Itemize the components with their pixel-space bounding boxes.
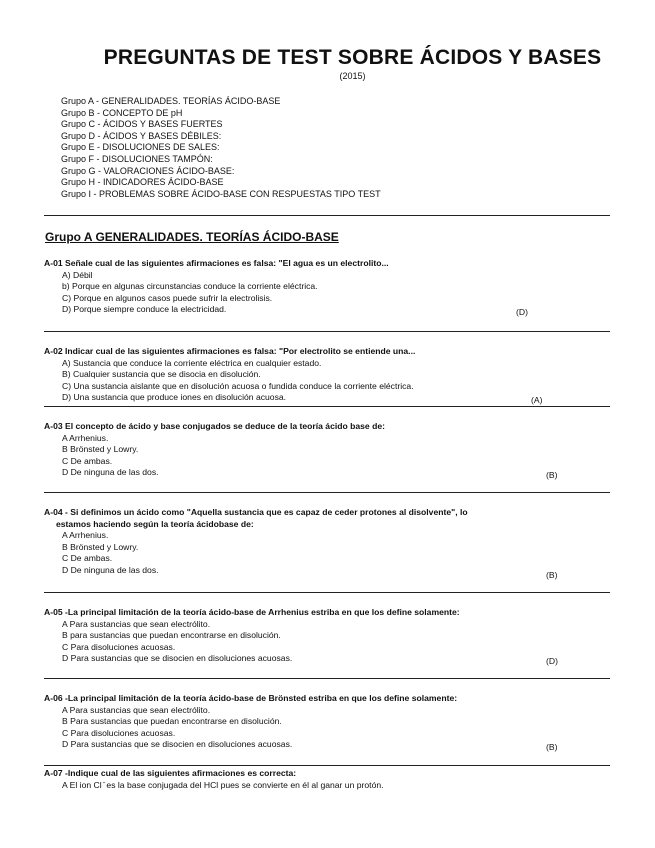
question-a06 xyxy=(44,693,610,751)
toc-item: Grupo B - CONCEPTO DE pH xyxy=(61,107,183,118)
question-option: A El ion Cl ̄ es la base conjugada del HCl pues se convierte en él al ganar un protón. xyxy=(62,779,384,790)
question-option: A Para sustancias que sean electrólito. xyxy=(62,704,211,715)
question-option: A Para sustancias que sean electrólito. xyxy=(62,618,211,629)
question-divider xyxy=(44,406,610,407)
answer-key: (B) xyxy=(546,570,558,580)
question-divider xyxy=(44,765,610,766)
answer-key: (D) xyxy=(546,656,558,666)
question-option: B Brönsted y Lowry. xyxy=(62,444,139,455)
question-option: C) Una sustancia aislante que en disolución acuosa o fundida conduce la corriente eléctrica. xyxy=(62,380,414,391)
answer-key: (D) xyxy=(516,307,528,317)
question-divider xyxy=(44,678,610,679)
question-a04 xyxy=(44,507,610,577)
question-stem: A-05 -La principal limitación de la teoría ácido-base de Arrhenius estriba en que los define solamente: xyxy=(44,607,460,617)
question-stem: A-03 El concepto de ácido y base conjugados se deduce de la teoría ácido base de: xyxy=(44,421,385,431)
question-stem: A-06 -La principal limitación de la teoría ácido-base de Brönsted estriba en que los define solamente: xyxy=(44,693,458,703)
question-stem: A-01 Señale cual de las siguientes afirmaciones es falsa: "El agua es un electrolito... xyxy=(44,258,389,268)
question-option: D Para sustancias que se disocien en disoluciones acuosas. xyxy=(62,653,293,664)
toc-item: Grupo G - VALORACIONES ÁCIDO-BASE: xyxy=(61,165,235,176)
toc-item: Grupo D - ÁCIDOS Y BASES DÉBILES: xyxy=(61,130,222,141)
question-option: D Para sustancias que se disocien en disoluciones acuosas. xyxy=(62,739,293,750)
question-divider xyxy=(44,592,610,593)
toc-item: Grupo F - DISOLUCIONES TAMPÓN: xyxy=(61,153,213,164)
question-option: C De ambas. xyxy=(62,455,113,466)
question-divider xyxy=(44,492,610,493)
toc-item: Grupo C - ÁCIDOS Y BASES FUERTES xyxy=(61,119,223,130)
question-stem: A-04 - Si definimos un ácido como "Aquella sustancia que es capaz de ceder protones al disolvente", lo xyxy=(44,507,468,517)
question-a05 xyxy=(44,607,610,665)
document-title: PREGUNTAS DE TEST SOBRE ÁCIDOS Y BASES xyxy=(103,46,602,69)
answer-key: (B) xyxy=(546,742,558,752)
question-divider xyxy=(44,331,610,332)
question-option: A) Débil xyxy=(62,269,93,280)
question-option: C Para disoluciones acuosas. xyxy=(62,641,176,652)
toc-item: Grupo I - PROBLEMAS SOBRE ÁCIDO-BASE CON RESPUESTAS TIPO TEST xyxy=(61,188,381,199)
table-of-contents xyxy=(61,96,381,200)
answer-key: (B) xyxy=(546,470,558,480)
section-divider xyxy=(44,215,610,216)
question-stem-continued: estamos haciendo según la teoría ácidobase de: xyxy=(56,518,254,529)
question-option: A Arrhenius. xyxy=(62,432,109,443)
toc-item: Grupo A - GENERALIDADES. TEORÍAS ÁCIDO-BASE xyxy=(61,96,281,106)
question-option: B para sustancias que puedan encontrarse en disolución. xyxy=(62,630,281,641)
question-option: D) Una sustancia que produce iones en disolución acuosa. xyxy=(62,392,287,403)
question-option: D De ninguna de las dos. xyxy=(62,564,159,575)
question-option: D De ninguna de las dos. xyxy=(62,467,159,478)
toc-item: Grupo H - INDICADORES ÁCIDO-BASE xyxy=(61,177,224,188)
question-stem: A-07 -Indique cual de las siguientes afirmaciones es correcta: xyxy=(44,768,297,778)
question-option: b) Porque en algunas circunstancias conduce la corriente eléctrica. xyxy=(62,281,318,292)
question-option: C) Porque en algunos casos puede sufrir la electrolisis. xyxy=(62,292,273,303)
question-a03 xyxy=(44,421,610,479)
question-option: D) Porque siempre conduce la electricidad. xyxy=(62,304,227,315)
question-a02 xyxy=(44,346,610,404)
question-stem: A-02 Indicar cual de las siguientes afirmaciones es falsa: "Por electrolito se entiende una... xyxy=(44,346,416,356)
question-option: B Brönsted y Lowry. xyxy=(62,541,139,552)
question-option: C De ambas. xyxy=(62,553,113,564)
answer-key: (A) xyxy=(531,395,543,405)
question-a07 xyxy=(44,768,610,791)
toc-item: Grupo E - DISOLUCIONES DE SALES: xyxy=(61,142,220,153)
document-year: (2015) xyxy=(339,71,366,81)
question-option: A) Sustancia que conduce la corriente eléctrica en cualquier estado. xyxy=(62,357,322,368)
group-heading: Grupo A GENERALIDADES. TEORÍAS ÁCIDO-BASE xyxy=(45,230,339,244)
question-option: B Para sustancias que puedan encontrarse en disolución. xyxy=(62,716,282,727)
question-option: C Para disoluciones acuosas. xyxy=(62,727,176,738)
question-option: B) Cualquier sustancia que se disocia en disolución. xyxy=(62,369,261,380)
question-option: A Arrhenius. xyxy=(62,530,109,541)
